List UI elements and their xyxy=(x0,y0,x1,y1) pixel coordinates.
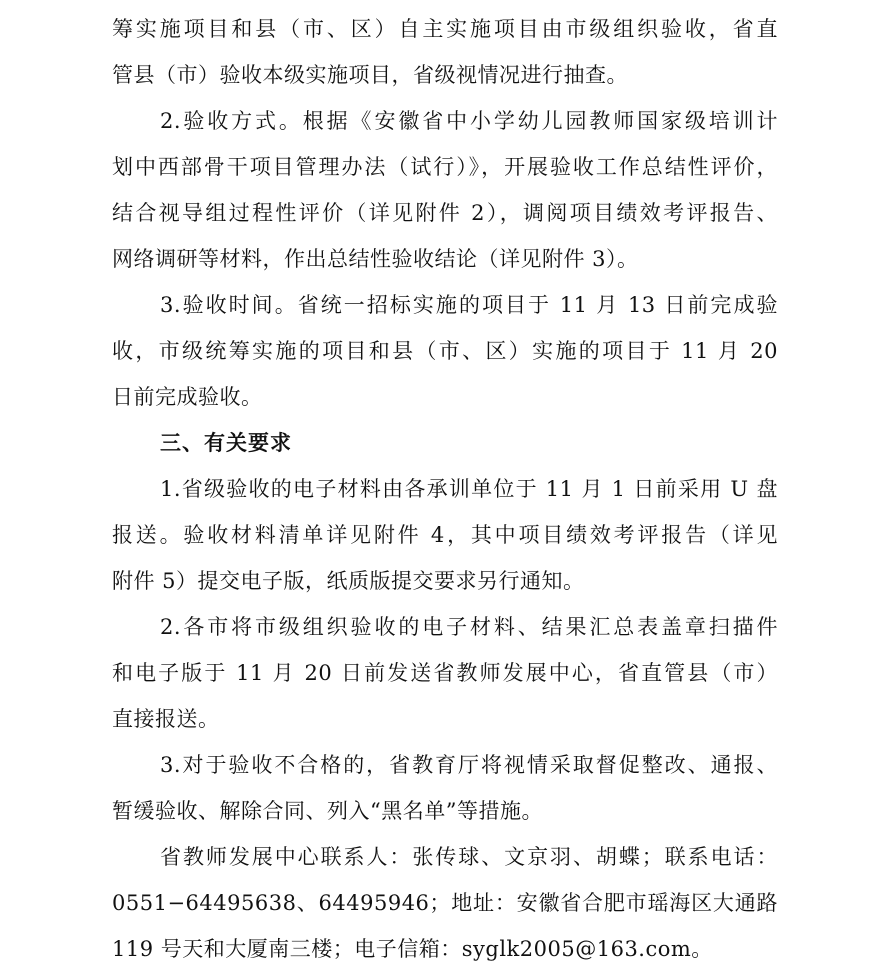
text-line: 直接报送。 xyxy=(112,707,220,731)
contact-line: 0551−64495638、64495946；地址：安徽省合肥市瑶海区大通路 xyxy=(112,891,778,915)
text-line: 和电子版于 11 月 20 日前发送省教师发展中心，省直管县（市） xyxy=(112,661,778,685)
text-line: 报送。验收材料清单详见附件 4，其中项目绩效考评报告（详见 xyxy=(112,523,778,547)
text-line: 2.验收方式。根据《安徽省中小学幼儿园教师国家级培训计 xyxy=(160,109,778,133)
text-line: 筹实施项目和县（市、区）自主实施项目由市级组织验收，省直 xyxy=(112,17,778,41)
text-line: 暂缓验收、解除合同、列入“黑名单”等措施。 xyxy=(112,799,543,823)
text-line: 3.对于验收不合格的，省教育厅将视情采取督促整改、通报、 xyxy=(160,753,778,777)
text-line: 结合视导组过程性评价（详见附件 2），调阅项目绩效考评报告、 xyxy=(112,201,778,225)
text-line: 收，市级统筹实施的项目和县（市、区）实施的项目于 11 月 20 xyxy=(112,339,778,363)
contact-line: 省教师发展中心联系人：张传球、文京羽、胡蝶；联系电话： xyxy=(160,845,778,869)
text-line: 3.验收时间。省统一招标实施的项目于 11 月 13 日前完成验 xyxy=(160,293,778,317)
section-heading: 三、有关要求 xyxy=(160,431,292,455)
text-line: 管县（市）验收本级实施项目，省级视情况进行抽查。 xyxy=(112,63,628,87)
text-line: 2.各市将市级组织验收的电子材料、结果汇总表盖章扫描件 xyxy=(160,615,778,639)
contact-line: 119 号天和大厦南三楼；电子信箱：syglk2005@163.com。 xyxy=(112,937,713,961)
text-line: 附件 5）提交电子版，纸质版提交要求另行通知。 xyxy=(112,569,585,593)
text-line: 日前完成验收。 xyxy=(112,385,263,409)
text-line: 1.省级验收的电子材料由各承训单位于 11 月 1 日前采用 U 盘 xyxy=(160,477,778,501)
text-line: 划中西部骨干项目管理办法（试行）》，开展验收工作总结性评价， xyxy=(112,155,778,179)
text-line: 网络调研等材料，作出总结性验收结论（详见附件 3）。 xyxy=(112,247,639,271)
